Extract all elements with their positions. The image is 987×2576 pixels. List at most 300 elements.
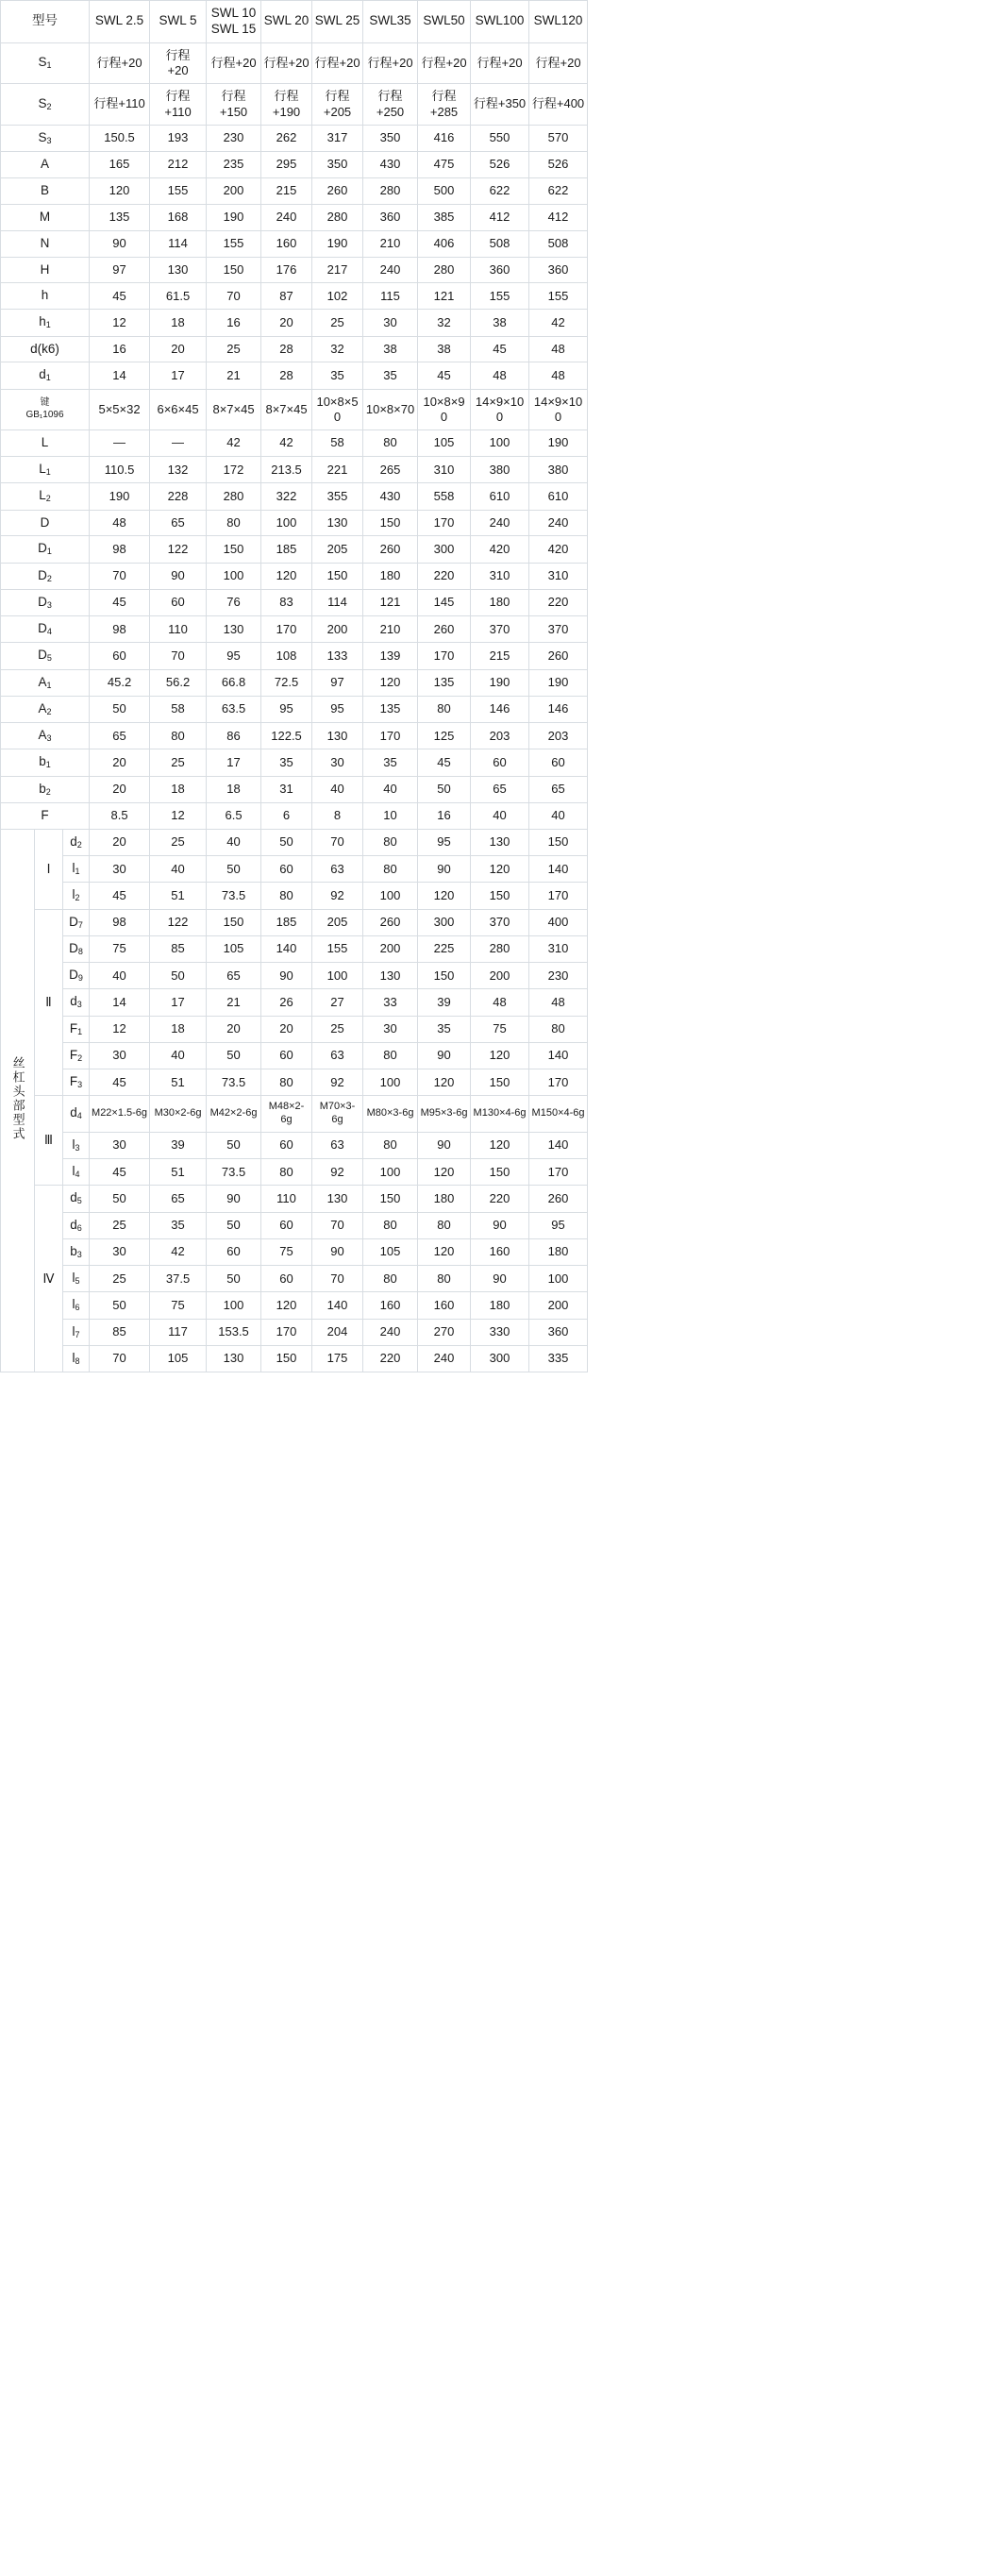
cell: 280	[471, 935, 529, 962]
cell: 45	[90, 1159, 150, 1186]
cell: 130	[363, 963, 418, 989]
table-row	[1, 336, 588, 362]
cell: 51	[150, 1159, 207, 1186]
cell: 380	[471, 457, 529, 483]
cell: 120	[471, 1042, 529, 1069]
cell: 190	[471, 669, 529, 696]
cell: 63	[312, 1042, 363, 1069]
cell: 37.5	[150, 1266, 207, 1292]
cell: 412	[471, 204, 529, 230]
cell: M30×2-6g	[150, 1096, 207, 1133]
cell: 280	[363, 177, 418, 204]
cell: 360	[529, 1319, 588, 1345]
cell: 133	[312, 643, 363, 669]
cell: 61.5	[150, 283, 207, 310]
cell: 350	[363, 125, 418, 151]
cell: 73.5	[207, 1069, 261, 1096]
cell: 85	[90, 1319, 150, 1345]
cell: M22×1.5-6g	[90, 1096, 150, 1133]
cell: 行程 +20	[150, 42, 207, 84]
cell: 203	[529, 723, 588, 749]
cell: 行程+20	[90, 42, 150, 84]
cell: 150	[529, 829, 588, 855]
row-label: $d_4$	[63, 1096, 90, 1133]
cell: 130	[207, 616, 261, 643]
cell: 行程 +250	[363, 84, 418, 126]
cell: M150×4-6g	[529, 1096, 588, 1133]
table-row	[1, 430, 588, 457]
row-label: $L_2$	[1, 483, 90, 510]
cell: 50	[207, 1042, 261, 1069]
cell: 31	[261, 776, 312, 802]
cell: 40	[529, 802, 588, 829]
cell: 125	[418, 723, 471, 749]
cell: 97	[90, 257, 150, 283]
cell: 90	[207, 1186, 261, 1212]
cell: 73.5	[207, 883, 261, 909]
cell: 30	[363, 1016, 418, 1042]
cell: 97	[312, 669, 363, 696]
table-row	[1, 310, 588, 336]
cell: 130	[150, 257, 207, 283]
cell: 95	[261, 696, 312, 722]
table-row	[1, 1069, 588, 1096]
table-row	[1, 389, 588, 430]
cell: 50	[90, 1186, 150, 1212]
cell: 18	[150, 1016, 207, 1042]
cell: 21	[207, 362, 261, 389]
cell: 6.5	[207, 802, 261, 829]
table-row	[1, 1266, 588, 1292]
cell: 120	[261, 563, 312, 589]
row-label: $l_6$	[63, 1292, 90, 1319]
cell: M48×2-6g	[261, 1096, 312, 1133]
cell: 120	[418, 1159, 471, 1186]
cell: 100	[312, 963, 363, 989]
cell: 102	[312, 283, 363, 310]
cell: 92	[312, 1069, 363, 1096]
cell: 220	[529, 589, 588, 615]
cell: 39	[418, 989, 471, 1016]
cell: 190	[312, 230, 363, 257]
cell: 122	[150, 536, 207, 563]
cell: 25	[207, 336, 261, 362]
header-model-label: 型号	[1, 1, 90, 43]
cell: 75	[261, 1238, 312, 1265]
cell: 50	[261, 829, 312, 855]
cell: 65	[529, 776, 588, 802]
cell: 215	[261, 177, 312, 204]
cell: 155	[471, 283, 529, 310]
cell: 行程+20	[529, 42, 588, 84]
cell: 280	[207, 483, 261, 510]
cell: 56.2	[150, 669, 207, 696]
cell: 110	[150, 616, 207, 643]
cell: 70	[90, 563, 150, 589]
cell: 行程+110	[90, 84, 150, 126]
cell: 270	[418, 1319, 471, 1345]
cell: 360	[529, 257, 588, 283]
cell: 120	[90, 177, 150, 204]
cell: 150.5	[90, 125, 150, 151]
cell: 95	[312, 696, 363, 722]
cell: 10×8×70	[363, 389, 418, 430]
cell: 180	[529, 1238, 588, 1265]
cell: 48	[90, 510, 150, 536]
row-label: $b_2$	[1, 776, 90, 802]
cell: 行程+20	[312, 42, 363, 84]
cell: 212	[150, 152, 207, 178]
cell: 200	[363, 935, 418, 962]
row-label: $d_6$	[63, 1212, 90, 1238]
row-label: $S_1$	[1, 42, 90, 84]
row-label: $S_2$	[1, 84, 90, 126]
cell: 90	[150, 563, 207, 589]
cell: 120	[418, 1069, 471, 1096]
cell: 610	[471, 483, 529, 510]
cell: 65	[150, 1186, 207, 1212]
cell: 175	[312, 1345, 363, 1372]
cell: 12	[150, 802, 207, 829]
cell: 35	[363, 749, 418, 776]
cell: 30	[312, 749, 363, 776]
table-row	[1, 563, 588, 589]
row-label: $D_3$	[1, 589, 90, 615]
cell: 420	[471, 536, 529, 563]
row-label: $D_1$	[1, 536, 90, 563]
cell: 10	[363, 802, 418, 829]
table-row	[1, 589, 588, 615]
cell: 355	[312, 483, 363, 510]
cell: 130	[312, 1186, 363, 1212]
cell: 30	[363, 310, 418, 336]
header-model-1: SWL 5	[150, 1, 207, 43]
cell: 76	[207, 589, 261, 615]
cell: 213.5	[261, 457, 312, 483]
cell: 150	[471, 883, 529, 909]
cell: 30	[90, 1132, 150, 1158]
cell: 98	[90, 909, 150, 935]
cell: 8×7×45	[207, 389, 261, 430]
cell: 180	[471, 589, 529, 615]
cell: 28	[261, 362, 312, 389]
cell: 40	[312, 776, 363, 802]
cell: 6×6×45	[150, 389, 207, 430]
cell: 30	[90, 1238, 150, 1265]
table-row	[1, 204, 588, 230]
cell: 160	[418, 1292, 471, 1319]
table-header-row	[1, 1, 588, 43]
cell: 370	[471, 616, 529, 643]
cell: 35	[363, 362, 418, 389]
table-row	[1, 230, 588, 257]
cell: 10×8×90	[418, 389, 471, 430]
cell: 300	[471, 1345, 529, 1372]
row-label: $l_7$	[63, 1319, 90, 1345]
cell: 190	[529, 669, 588, 696]
cell: 145	[418, 589, 471, 615]
cell: 40	[150, 1042, 207, 1069]
table-row	[1, 1132, 588, 1158]
table-row	[1, 1186, 588, 1212]
cell: 205	[312, 536, 363, 563]
table-row	[1, 536, 588, 563]
table-row	[1, 1292, 588, 1319]
cell: 168	[150, 204, 207, 230]
cell: 120	[471, 1132, 529, 1158]
row-label: $D_7$	[63, 909, 90, 935]
cell: 150	[261, 1345, 312, 1372]
row-label: $b_3$	[63, 1238, 90, 1265]
cell: 行程+20	[363, 42, 418, 84]
table-row	[1, 856, 588, 883]
cell: 114	[312, 589, 363, 615]
cell: 80	[363, 1212, 418, 1238]
cell: 20	[261, 1016, 312, 1042]
cell: 51	[150, 883, 207, 909]
cell: 70	[312, 1266, 363, 1292]
cell: 行程+350	[471, 84, 529, 126]
cell: 30	[90, 856, 150, 883]
cell: 622	[529, 177, 588, 204]
cell: 310	[529, 935, 588, 962]
cell: 155	[150, 177, 207, 204]
cell: 50	[207, 1266, 261, 1292]
cell: 25	[312, 310, 363, 336]
cell: 48	[529, 989, 588, 1016]
cell: 150	[207, 257, 261, 283]
cell: 32	[312, 336, 363, 362]
table-row	[1, 963, 588, 989]
cell: 行程+20	[207, 42, 261, 84]
table-row	[1, 1319, 588, 1345]
cell: 260	[363, 909, 418, 935]
cell: 120	[418, 1238, 471, 1265]
cell: 72.5	[261, 669, 312, 696]
cell: 160	[471, 1238, 529, 1265]
cell: 25	[150, 749, 207, 776]
table-row	[1, 152, 588, 178]
cell: 300	[418, 536, 471, 563]
cell: 25	[150, 829, 207, 855]
cell: 70	[312, 829, 363, 855]
cell: 260	[312, 177, 363, 204]
cell: 100	[363, 1069, 418, 1096]
cell: —	[150, 430, 207, 457]
cell: 170	[529, 1159, 588, 1186]
row-label: $D_9$	[63, 963, 90, 989]
cell: 95	[418, 829, 471, 855]
cell: 80	[261, 883, 312, 909]
cell: 14	[90, 362, 150, 389]
cell: 100	[363, 1159, 418, 1186]
cell: 90	[418, 1042, 471, 1069]
cell: 25	[312, 1016, 363, 1042]
cell: 170	[418, 643, 471, 669]
cell: 180	[418, 1186, 471, 1212]
row-label: $l_5$	[63, 1266, 90, 1292]
table-row	[1, 457, 588, 483]
cell: 176	[261, 257, 312, 283]
header-model-5: SWL35	[363, 1, 418, 43]
cell: 95	[207, 643, 261, 669]
cell: 220	[471, 1186, 529, 1212]
table-row	[1, 1042, 588, 1069]
cell: 40	[207, 829, 261, 855]
cell: 526	[471, 152, 529, 178]
cell: 190	[207, 204, 261, 230]
cell: 80	[363, 829, 418, 855]
cell: 115	[363, 283, 418, 310]
row-label: $D_2$	[1, 563, 90, 589]
cell: 140	[529, 1042, 588, 1069]
cell: 90	[312, 1238, 363, 1265]
header-model-0: SWL 2.5	[90, 1, 150, 43]
cell: 65	[207, 963, 261, 989]
cell: 220	[418, 563, 471, 589]
table-row	[1, 1016, 588, 1042]
cell: 260	[418, 616, 471, 643]
cell: 330	[471, 1319, 529, 1345]
cell: 98	[90, 616, 150, 643]
group-name: Ⅰ	[35, 829, 63, 909]
cell: 38	[418, 336, 471, 362]
cell: 105	[363, 1238, 418, 1265]
cell: 140	[529, 856, 588, 883]
table-row	[1, 283, 588, 310]
table-row	[1, 909, 588, 935]
cell: 35	[312, 362, 363, 389]
cell: 360	[363, 204, 418, 230]
cell: 16	[90, 336, 150, 362]
table-row	[1, 723, 588, 749]
cell: M42×2-6g	[207, 1096, 261, 1133]
cell: 80	[418, 696, 471, 722]
cell: 28	[261, 336, 312, 362]
cell: 200	[312, 616, 363, 643]
cell: 140	[529, 1132, 588, 1158]
row-label: $A_3$	[1, 723, 90, 749]
cell: 45	[90, 589, 150, 615]
cell: 150	[312, 563, 363, 589]
cell: 20	[90, 829, 150, 855]
cell: 65	[471, 776, 529, 802]
cell: 48	[529, 336, 588, 362]
cell: 80	[150, 723, 207, 749]
table-row	[1, 883, 588, 909]
cell: 110	[261, 1186, 312, 1212]
row-label: $F_2$	[63, 1042, 90, 1069]
cell: 110.5	[90, 457, 150, 483]
cell: 430	[363, 152, 418, 178]
cell: 240	[261, 204, 312, 230]
cell: 193	[150, 125, 207, 151]
cell: 70	[150, 643, 207, 669]
cell: 217	[312, 257, 363, 283]
cell: 370	[471, 909, 529, 935]
cell: 130	[471, 829, 529, 855]
cell: 16	[207, 310, 261, 336]
cell: 60	[261, 1132, 312, 1158]
row-label: $h_1$	[1, 310, 90, 336]
table-row	[1, 1212, 588, 1238]
cell: 240	[418, 1345, 471, 1372]
cell: 146	[529, 696, 588, 722]
table-row	[1, 257, 588, 283]
cell: 260	[529, 643, 588, 669]
row-label: h	[1, 283, 90, 310]
cell: 80	[261, 1159, 312, 1186]
cell: 210	[363, 230, 418, 257]
group-title-text: 丝杠头部型式	[10, 1055, 25, 1141]
cell: 508	[529, 230, 588, 257]
cell: 210	[363, 616, 418, 643]
cell: 203	[471, 723, 529, 749]
cell: 20	[90, 776, 150, 802]
cell: 16	[418, 802, 471, 829]
cell: 65	[150, 510, 207, 536]
cell: 400	[529, 909, 588, 935]
table-row	[1, 177, 588, 204]
cell: 90	[261, 963, 312, 989]
cell: 行程+20	[261, 42, 312, 84]
cell: 380	[529, 457, 588, 483]
cell: 86	[207, 723, 261, 749]
cell: 行程 +205	[312, 84, 363, 126]
cell: 406	[418, 230, 471, 257]
cell: 135	[90, 204, 150, 230]
cell: 80	[363, 856, 418, 883]
cell: 204	[312, 1319, 363, 1345]
cell: 75	[90, 935, 150, 962]
cell: 33	[363, 989, 418, 1016]
cell: 160	[363, 1292, 418, 1319]
cell: 73.5	[207, 1159, 261, 1186]
row-label: $d_1$	[1, 362, 90, 389]
cell: 180	[363, 563, 418, 589]
cell: 180	[471, 1292, 529, 1319]
cell: 105	[150, 1345, 207, 1372]
cell: 58	[150, 696, 207, 722]
cell: 570	[529, 125, 588, 151]
cell: 150	[207, 536, 261, 563]
cell: 60	[529, 749, 588, 776]
cell: 63	[312, 856, 363, 883]
cell: 30	[90, 1042, 150, 1069]
cell: 45	[471, 336, 529, 362]
cell: 17	[150, 362, 207, 389]
cell: 60	[150, 589, 207, 615]
cell: 50	[150, 963, 207, 989]
cell: 221	[312, 457, 363, 483]
cell: 190	[90, 483, 150, 510]
cell: 100	[471, 430, 529, 457]
cell: 92	[312, 883, 363, 909]
cell: 200	[529, 1292, 588, 1319]
cell: 21	[207, 989, 261, 1016]
table-row	[1, 643, 588, 669]
cell: 42	[150, 1238, 207, 1265]
cell: 8	[312, 802, 363, 829]
row-label: $d_2$	[63, 829, 90, 855]
cell: 42	[529, 310, 588, 336]
cell: M70×3-6g	[312, 1096, 363, 1133]
cell: 262	[261, 125, 312, 151]
cell: 240	[471, 510, 529, 536]
table-row	[1, 483, 588, 510]
cell: 385	[418, 204, 471, 230]
cell: 80	[363, 1042, 418, 1069]
